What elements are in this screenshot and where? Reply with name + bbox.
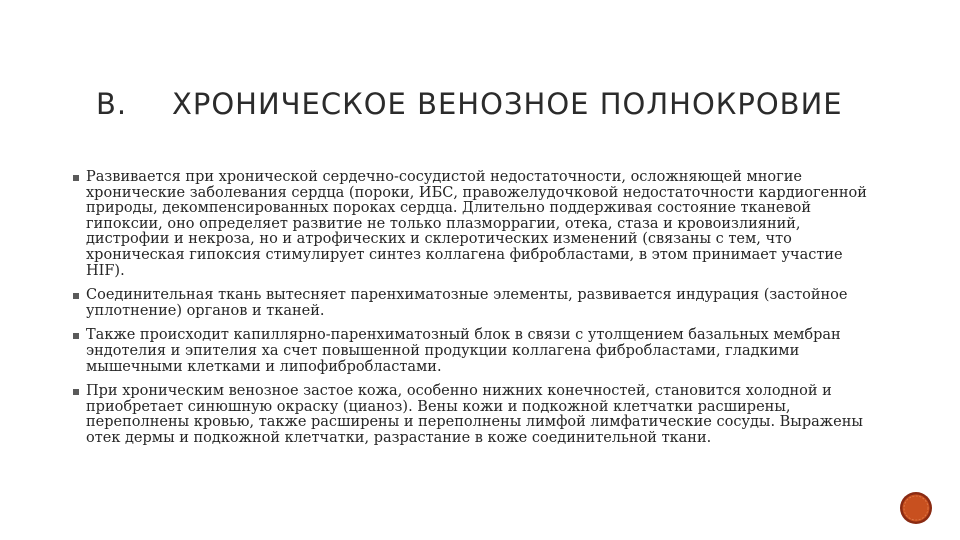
slide-badge-icon xyxy=(899,491,933,525)
square-bullet-icon xyxy=(73,293,79,299)
list-item xyxy=(70,384,880,446)
square-bullet-icon xyxy=(73,333,79,339)
bullet-text: Развивается при хронической сердечно-сосудистой недостаточности, осложняющей многие хронические заболевания сердца (пороки, ИБС, правожелудочковой недостаточности кардиогенной природы, декомпенсированных пороках сердца. Длительно поддерживая состояние тканевой гипоксии, оно определяет развитие не только плазморрагии, отека, стаза и кровоизлияний, дистрофии и некроза, но и атрофических и склеротических изменений (связаны с тем, что хроническая гипоксия стимулирует синтез коллагена фибробластами, в этом принимает участие HIF). xyxy=(86,169,867,279)
list-item xyxy=(70,328,880,375)
title-number: B. xyxy=(96,87,128,121)
square-bullet-icon xyxy=(73,175,79,181)
list-item xyxy=(70,288,880,319)
title-text: ХРОНИЧЕСКОЕ ВЕНОЗНОЕ ПОЛНОКРОВИЕ xyxy=(172,87,843,121)
bullet-text: Также происходит капиллярно-паренхиматозный блок в связи с утолщением базальных мембран эндотелия и эпителия ха счет повышенной продукции коллагена фибробластами, гладкими мышечными клетками и липофибробластами. xyxy=(86,327,841,375)
bullet-text: При хроническим венозное застое кожа, особенно нижних конечностей, становится холодной и приобретает синюшную окраску (цианоз). Вены кожи и подкожной клетчатки расширены, переполнены кровью, также расширены и переполнены лимфой лимфатические сосуды. Выражены отек дермы и подкожной клетчатки, разрастание в коже соединительной ткани. xyxy=(86,383,863,446)
bullet-list xyxy=(70,170,880,456)
square-bullet-icon xyxy=(73,389,79,395)
bullet-text: Соединительная ткань вытесняет паренхиматозные элементы, развивается индурация (застойное уплотнение) органов и тканей. xyxy=(86,287,848,319)
slide-title xyxy=(96,84,876,124)
list-item xyxy=(70,170,880,279)
